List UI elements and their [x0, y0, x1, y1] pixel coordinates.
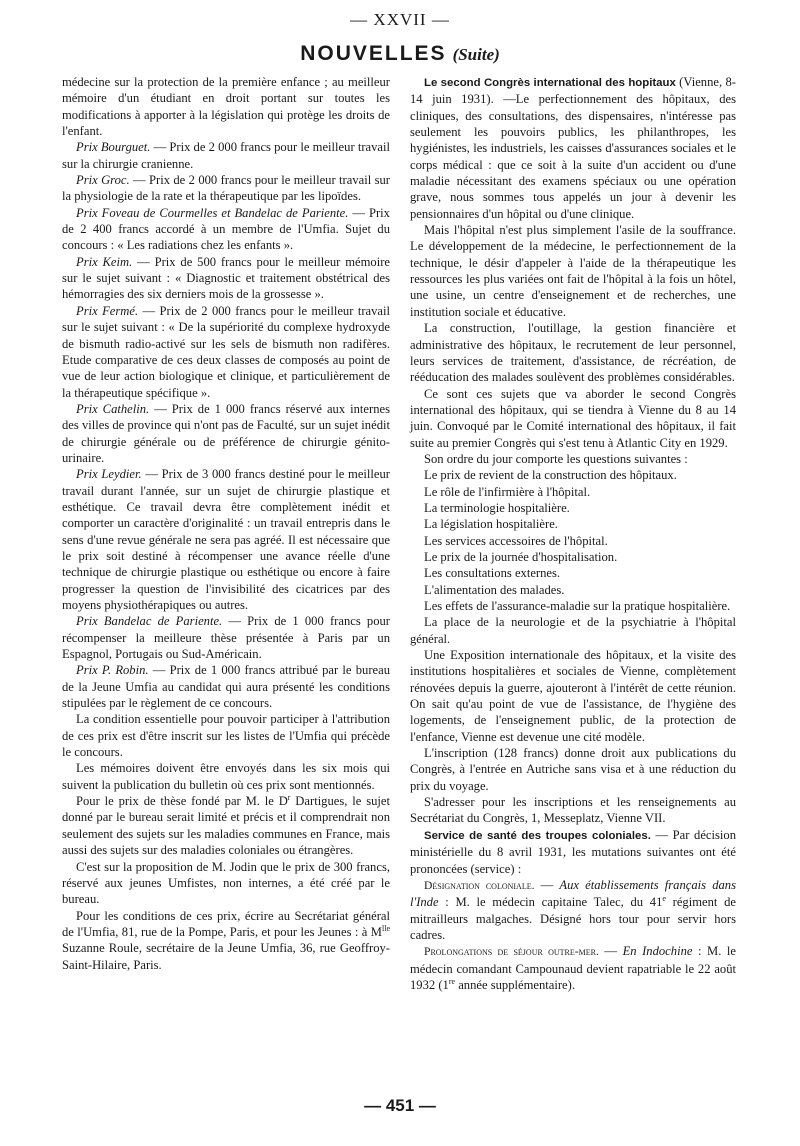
prize-ferme: Prix Fermé. — Prix de 2 000 francs pour le meilleur travail sur le sujet suivant : « De la supériorité du complexe hydroxyde de bismuth radio-activé sur les sels de bismuth non radifères. Etude comparative de ces deux classes de composés au point de vue de leur action biologique et clinique, et particulièrement de la thérapeutique spécifique ». [62, 303, 390, 400]
prize-bandelac: Prix Bandelac de Pariente. — Prix de 1 000 francs pour récompenser la meilleure thèse présentée à Paris par un Espagnol, Portugais ou Sud-Américain. [62, 614, 390, 662]
agenda-item: Le prix de la journée d'hospitalisation. [424, 549, 618, 564]
paragraph-mais: Mais l'hôpital n'est plus simplement l'asile de la souffrance. Le développement de la médecine, le perfectionnement de la technique, le désir d'appeler à l'aide de la thérapeutique les ressources les plus variées ont fait de l'hôpital à la fois un hôtel, une usine, un centre d'enseignement et de recherches, une institution sociale et éducative. [410, 223, 736, 319]
prize-leydier: Prix Leydier. — Prix de 3 000 francs destiné pour le meilleur travail durant l'année, sur un sujet de chirurgie plastique et esthétique. Ce travail devra être complètement inédit et comporter un caractère d'originalité : un travail entrepris dans le sens d'une revue générale ne sera pas agréé. Il est nécessaire que le prix soit destiné à récompenser une avance réelle d'une technique de chirurgie plastique ou esthétique ou encore à faire progresser la question de l'invisibilité des cicatrices par des moyens physiothérapiques ou autres. [62, 467, 390, 612]
paragraph-adresser: S'adresser pour les inscriptions et les renseignements au Secrétariat du Congrès, 1, Messeplatz, Vienne VII. [410, 795, 736, 826]
service-sante: Service de santé des troupes coloniales. — Par décision ministérielle du 8 avril 1931, les mutations suivantes ont été prononcées (service) : [410, 827, 736, 876]
agenda-item: Les effets de l'assurance-maladie sur la pratique hospitalière. [424, 599, 731, 613]
prize-name: Prix Foveau de Courmelles et Bandelac de Pariente. [76, 205, 349, 220]
roman-page-header: — XXVII — [350, 10, 450, 29]
prize-name: Prix Bandelac de Pariente. [76, 614, 223, 629]
agenda-item: La législation hospitalière. [424, 517, 558, 532]
page-title [0, 42, 800, 66]
paragraph-memoires: Les mémoires doivent être envoyés dans les six mois qui suivent la publication du bulletin où ces prix sont mentionnés. [62, 761, 390, 792]
prize-name: Prix Fermé. [76, 303, 139, 318]
agenda-item: Le rôle de l'infirmière à l'hôpital. [424, 484, 591, 499]
prize-groc: Prix Groc. — Prix de 2 000 francs pour le meilleur travail sur la physiologie de la rate et la thérapeutique par les lipoïdes. [62, 173, 390, 204]
agenda-item: L'alimentation des malades. [424, 582, 565, 597]
congres-intro: Le second Congrès international des hopitaux (Vienne, 8-14 juin 1931). —Le perfectionnement des hôpitaux, des cliniques, des consultations, des dispensaires, n'intéresse pas seulement les pouvoirs publics, les philanthropes, les hygiénistes, les industriels, les caisses d'assurances sociales et le corps médical : que ce soit à la suite d'un accident ou d'une maladie nécessitant des examens spéciaux ou une opération grave, nous sommes tous appelés un jour à devenir les pensionnaires d'un hôpital ou d'une clinique. [410, 75, 736, 221]
agenda-item: La terminologie hospitalière. [424, 500, 570, 515]
paragraph-sujets: Ce sont ces sujets que va aborder le second Congrès international des hôpitaux, qui se tiendra à Vienne du 8 au 14 juin. Convoqué par le Comité international des hôpitaux, il fait suite au premier Congrès qui s'est tenu à Atlantic City en 1929. [410, 386, 736, 450]
agenda-item: La place de la neurologie et de la psychiatrie à l'hôpital général. [410, 615, 736, 646]
paragraph-these: Pour le prix de thèse fondé par M. le $D^r$ Dartigues, le sujet donné par le bureau serait limité et précis et il comprendrait non seulement des sujets sur les maladies communes en France, mais aussi des sujets sur des maladies coloniales ou étrangères. [62, 792, 390, 858]
paragraph-inscription: L'inscription (128 francs) donne droit aux publications du Congrès, à l'entrée en Autriche sans visa et à une réduction du prix du voyage. [410, 746, 736, 793]
section-title: NOUVELLES [300, 42, 447, 65]
paragraph-jodin: C'est sur la proposition de M. Jodin que le prix de 300 francs, réservé aux jeunes Umfistes, non internes, a été créé par le bureau. [62, 859, 390, 907]
agenda-item: Les consultations externes. [424, 566, 561, 581]
left-column [62, 74, 390, 973]
prize-name: Prix Groc. [76, 173, 130, 188]
paragraph-condition: La condition essentielle pour pouvoir participer à l'attribution de ces prix est d'être inscrit sur les listes de l'Umfia qui précède le concours. [62, 712, 390, 760]
prize-name: Prix Bourguet. [76, 140, 151, 155]
prize-foveau: Prix Foveau de Courmelles et Bandelac de Pariente. — Prix de 2 400 francs accordé à un membre de l'Umfia. Sujet du concours : « Les radiations chez les enfants ». [62, 205, 390, 253]
congres-heading: Le second Congrès international des hopitaux [424, 77, 676, 89]
section-title-suite: (Suite) [452, 45, 500, 64]
page-number: — 451 — [364, 1096, 436, 1115]
paragraph-construction: La construction, l'outillage, la gestion financière et administrative des hôpitaux, le recrutement de leur personnel, leurs services de traitement, d'assistance, de récréation, de rééducation des malades soulèvent des problèmes considérables. [410, 321, 736, 385]
paragraph-intro: médecine sur la protection de la première enfance ; au meilleur mémoire d'un étudiant en droit portant sur toutes les modifications à apporter à la législation qui protège les droits de l'enfant. [62, 75, 390, 139]
prize-robin: Prix P. Robin. — Prix de 1 000 francs attribué par le bureau de la Jeune Umfia au candidat qui aura présenté les conditions stipulées par le règlement de ce concours. [62, 663, 390, 711]
prize-name: Prix Keim. [76, 254, 133, 269]
prolongations: Prolongations de séjour outre-mer. — En Indochine : M. le médecin comandant Campounaud devient rapatriable le 22 août 1932 (1re année supplémentaire). [410, 944, 737, 992]
paragraph-exposition: Une Exposition internationale des hôpitaux, et la visite des institutions hospitalières et sociales de Vienne, complètement rénovées depuis la guerre, ajouteront à l'intérêt de cette réunion. On sait qu'au point de vue de l'assistance, de l'hygiène des logements, de l'enseignement public, de la protection de l'enfance, Vienne est devenue une cité modèle. [410, 648, 736, 744]
paragraph-ordre: Son ordre du jour comporte les questions suivantes : [424, 451, 688, 466]
paragraph-conditions: Pour les conditions de ces prix, écrire au Secrétariat général de l'Umfia, 81, rue de la Pompe, Paris, et pour les Jeunes : à $M^{lle}$ Suzanne Roule, secrétaire de la Jeune Umfia, 36, rue Geoffroy-Saint-Hilaire, Paris. [62, 908, 390, 972]
agenda-item: Les services accessoires de l'hôpital. [424, 533, 608, 548]
prize-keim: Prix Keim. — Prix de 500 francs pour le meilleur mémoire sur le sujet suivant : « Diagnostic et traitement obstétrical des hémorragies des six derniers mois de la grossesse ». [62, 254, 390, 302]
prize-name: Prix P. Robin. [76, 663, 149, 678]
prize-name: Prix Cathelin. [76, 401, 150, 416]
service-heading: Service de santé des troupes coloniales. [424, 829, 651, 842]
prize-name: Prix Leydier. [76, 467, 142, 482]
right-column [410, 74, 736, 993]
prize-cathelin: Prix Cathelin. — Prix de 1 000 francs réservé aux internes des villes de province qui n'ont pas de Faculté, sur un sujet inédit de chirurgie générale ou de préférence de chirurgie génito-urinaire. [62, 401, 391, 465]
agenda-item: Le prix de revient de la construction des hôpitaux. [424, 468, 677, 483]
prize-bourguet: Prix Bourguet. — Prix de 2 000 francs pour le meilleur travail sur la chirurgie cranienne. [62, 140, 390, 171]
designation-coloniale: Désignation coloniale. — Aux établissements français dans l'Inde : M. le médecin capitaine Talec, du 41e régiment de mitrailleurs malgaches. Désigné hors tour pour servir hors cadres. [410, 877, 736, 942]
